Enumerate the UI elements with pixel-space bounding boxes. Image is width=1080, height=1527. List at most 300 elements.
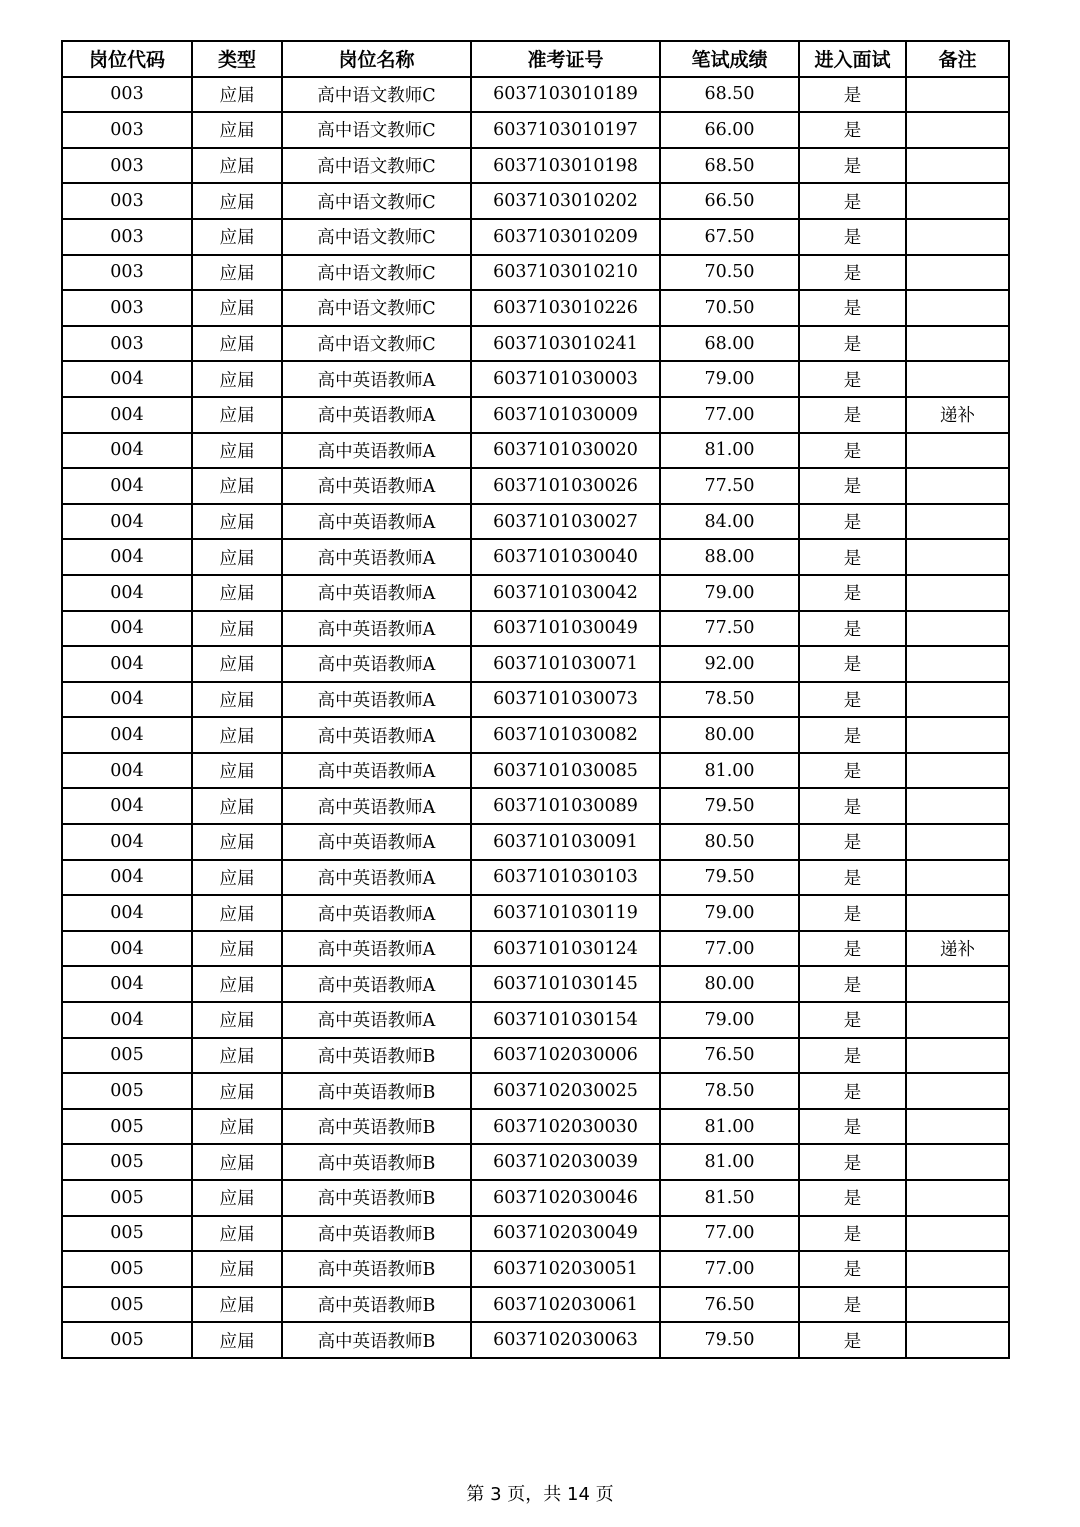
cell-position-code: 003 — [62, 255, 192, 291]
cell-ticket-number: 6037102030030 — [471, 1109, 660, 1145]
cell-interview: 是 — [799, 1002, 906, 1038]
cell-note — [906, 290, 1009, 326]
cell-ticket-number: 6037101030154 — [471, 1002, 660, 1038]
cell-note: 递补 — [906, 931, 1009, 967]
cell-note — [906, 646, 1009, 682]
table-row — [62, 860, 1009, 896]
cell-ticket-number: 6037103010209 — [471, 219, 660, 255]
cell-note — [906, 77, 1009, 113]
cell-position-name: 高中英语教师A — [282, 931, 471, 967]
cell-written-score: 79.00 — [660, 1002, 799, 1038]
table-row — [62, 1251, 1009, 1287]
cell-interview: 是 — [799, 361, 906, 397]
cell-interview: 是 — [799, 539, 906, 575]
cell-interview: 是 — [799, 504, 906, 540]
cell-ticket-number: 6037102030063 — [471, 1322, 660, 1358]
cell-position-name: 高中英语教师B — [282, 1073, 471, 1109]
cell-written-score: 81.00 — [660, 1144, 799, 1180]
cell-type: 应届 — [192, 682, 282, 718]
cell-ticket-number: 6037102030039 — [471, 1144, 660, 1180]
cell-type: 应届 — [192, 788, 282, 824]
cell-position-code: 003 — [62, 112, 192, 148]
cell-position-code: 005 — [62, 1251, 192, 1287]
results-table — [61, 40, 1010, 1359]
cell-position-name: 高中英语教师A — [282, 860, 471, 896]
cell-interview: 是 — [799, 788, 906, 824]
cell-position-code: 005 — [62, 1038, 192, 1074]
table-row — [62, 148, 1009, 184]
cell-type: 应届 — [192, 931, 282, 967]
table-row — [62, 183, 1009, 219]
cell-position-name: 高中英语教师A — [282, 717, 471, 753]
cell-ticket-number: 6037101030145 — [471, 966, 660, 1002]
cell-position-code: 004 — [62, 504, 192, 540]
cell-position-code: 005 — [62, 1144, 192, 1180]
cell-written-score: 77.50 — [660, 468, 799, 504]
cell-type: 应届 — [192, 539, 282, 575]
table-row — [62, 290, 1009, 326]
cell-ticket-number: 6037103010241 — [471, 326, 660, 362]
cell-type: 应届 — [192, 611, 282, 647]
cell-position-name: 高中语文教师C — [282, 112, 471, 148]
cell-position-code: 005 — [62, 1180, 192, 1216]
table-row — [62, 1073, 1009, 1109]
cell-position-code: 004 — [62, 717, 192, 753]
cell-type: 应届 — [192, 326, 282, 362]
cell-ticket-number: 6037101030020 — [471, 433, 660, 469]
cell-interview: 是 — [799, 468, 906, 504]
cell-note — [906, 112, 1009, 148]
cell-note — [906, 1251, 1009, 1287]
footer-middle: 页，共 — [507, 1484, 562, 1505]
cell-type: 应届 — [192, 255, 282, 291]
cell-type: 应届 — [192, 895, 282, 931]
cell-note — [906, 1322, 1009, 1358]
cell-interview: 是 — [799, 1144, 906, 1180]
cell-written-score: 68.50 — [660, 148, 799, 184]
cell-interview: 是 — [799, 219, 906, 255]
cell-note — [906, 788, 1009, 824]
table-row — [62, 824, 1009, 860]
cell-written-score: 80.00 — [660, 966, 799, 1002]
cell-ticket-number: 6037101030119 — [471, 895, 660, 931]
cell-position-name: 高中语文教师C — [282, 255, 471, 291]
cell-interview: 是 — [799, 824, 906, 860]
cell-note — [906, 1216, 1009, 1252]
cell-note — [906, 183, 1009, 219]
table-row — [62, 112, 1009, 148]
cell-interview: 是 — [799, 1109, 906, 1145]
cell-type: 应届 — [192, 1180, 282, 1216]
cell-position-code: 005 — [62, 1322, 192, 1358]
cell-note — [906, 717, 1009, 753]
cell-position-code: 004 — [62, 682, 192, 718]
cell-type: 应届 — [192, 1038, 282, 1074]
cell-position-name: 高中英语教师A — [282, 611, 471, 647]
cell-interview: 是 — [799, 931, 906, 967]
cell-interview: 是 — [799, 183, 906, 219]
cell-interview: 是 — [799, 646, 906, 682]
cell-note — [906, 504, 1009, 540]
cell-ticket-number: 6037101030089 — [471, 788, 660, 824]
cell-note — [906, 1109, 1009, 1145]
cell-written-score: 77.00 — [660, 1216, 799, 1252]
cell-ticket-number: 6037101030027 — [471, 504, 660, 540]
cell-ticket-number: 6037102030061 — [471, 1287, 660, 1323]
cell-written-score: 79.50 — [660, 788, 799, 824]
cell-written-score: 80.50 — [660, 824, 799, 860]
cell-note — [906, 753, 1009, 789]
cell-interview: 是 — [799, 326, 906, 362]
table-header — [62, 41, 1009, 77]
cell-ticket-number: 6037101030071 — [471, 646, 660, 682]
cell-type: 应届 — [192, 183, 282, 219]
cell-type: 应届 — [192, 646, 282, 682]
cell-written-score: 78.50 — [660, 1073, 799, 1109]
cell-position-name: 高中英语教师B — [282, 1216, 471, 1252]
cell-type: 应届 — [192, 824, 282, 860]
cell-position-name: 高中英语教师B — [282, 1109, 471, 1145]
table-row — [62, 895, 1009, 931]
cell-note — [906, 539, 1009, 575]
cell-interview: 是 — [799, 290, 906, 326]
cell-ticket-number: 6037103010189 — [471, 77, 660, 113]
table-row — [62, 1038, 1009, 1074]
cell-position-name: 高中英语教师A — [282, 539, 471, 575]
cell-note — [906, 1038, 1009, 1074]
cell-position-name: 高中英语教师A — [282, 504, 471, 540]
cell-type: 应届 — [192, 860, 282, 896]
cell-position-code: 003 — [62, 219, 192, 255]
cell-position-name: 高中英语教师A — [282, 1002, 471, 1038]
cell-type: 应届 — [192, 1287, 282, 1323]
cell-position-code: 004 — [62, 753, 192, 789]
cell-written-score: 76.50 — [660, 1287, 799, 1323]
cell-type: 应届 — [192, 1144, 282, 1180]
cell-interview: 是 — [799, 753, 906, 789]
cell-ticket-number: 6037101030073 — [471, 682, 660, 718]
cell-type: 应届 — [192, 717, 282, 753]
table-body — [62, 77, 1009, 1358]
table-row — [62, 611, 1009, 647]
table-row — [62, 575, 1009, 611]
cell-position-name: 高中英语教师A — [282, 895, 471, 931]
cell-written-score: 76.50 — [660, 1038, 799, 1074]
cell-position-name: 高中英语教师A — [282, 966, 471, 1002]
table-row — [62, 1002, 1009, 1038]
cell-position-code: 004 — [62, 824, 192, 860]
cell-type: 应届 — [192, 468, 282, 504]
cell-note — [906, 326, 1009, 362]
cell-type: 应届 — [192, 1073, 282, 1109]
cell-position-name: 高中英语教师B — [282, 1144, 471, 1180]
cell-interview: 是 — [799, 1180, 906, 1216]
cell-position-code: 004 — [62, 860, 192, 896]
cell-note — [906, 1287, 1009, 1323]
cell-type: 应届 — [192, 397, 282, 433]
cell-ticket-number: 6037101030091 — [471, 824, 660, 860]
cell-position-name: 高中英语教师A — [282, 682, 471, 718]
table-row — [62, 1322, 1009, 1358]
cell-interview: 是 — [799, 255, 906, 291]
cell-written-score: 66.00 — [660, 112, 799, 148]
cell-written-score: 70.50 — [660, 255, 799, 291]
cell-position-code: 003 — [62, 183, 192, 219]
cell-note — [906, 1073, 1009, 1109]
table-row — [62, 646, 1009, 682]
cell-position-code: 005 — [62, 1287, 192, 1323]
cell-interview: 是 — [799, 717, 906, 753]
cell-type: 应届 — [192, 433, 282, 469]
cell-position-code: 004 — [62, 575, 192, 611]
cell-ticket-number: 6037103010210 — [471, 255, 660, 291]
cell-written-score: 84.00 — [660, 504, 799, 540]
table-row — [62, 1287, 1009, 1323]
cell-interview: 是 — [799, 860, 906, 896]
cell-written-score: 67.50 — [660, 219, 799, 255]
cell-ticket-number: 6037101030124 — [471, 931, 660, 967]
cell-position-code: 004 — [62, 397, 192, 433]
cell-type: 应届 — [192, 753, 282, 789]
table-row — [62, 682, 1009, 718]
header-written-score: 笔试成绩 — [660, 41, 799, 77]
cell-position-name: 高中语文教师C — [282, 148, 471, 184]
cell-type: 应届 — [192, 1109, 282, 1145]
cell-ticket-number: 6037101030042 — [471, 575, 660, 611]
cell-position-name: 高中英语教师A — [282, 433, 471, 469]
table-row — [62, 77, 1009, 113]
cell-type: 应届 — [192, 290, 282, 326]
cell-position-code: 004 — [62, 646, 192, 682]
cell-position-name: 高中英语教师A — [282, 397, 471, 433]
cell-type: 应届 — [192, 112, 282, 148]
cell-type: 应届 — [192, 575, 282, 611]
cell-note — [906, 575, 1009, 611]
cell-written-score: 79.00 — [660, 575, 799, 611]
table-row — [62, 539, 1009, 575]
cell-position-name: 高中英语教师A — [282, 646, 471, 682]
cell-type: 应届 — [192, 77, 282, 113]
cell-note — [906, 824, 1009, 860]
cell-position-code: 004 — [62, 539, 192, 575]
cell-type: 应届 — [192, 966, 282, 1002]
cell-written-score: 68.00 — [660, 326, 799, 362]
cell-position-name: 高中语文教师C — [282, 290, 471, 326]
cell-position-code: 004 — [62, 468, 192, 504]
cell-ticket-number: 6037101030103 — [471, 860, 660, 896]
current-page-number: 3 — [490, 1484, 502, 1505]
table-row — [62, 717, 1009, 753]
cell-interview: 是 — [799, 112, 906, 148]
cell-note — [906, 1144, 1009, 1180]
cell-position-code: 003 — [62, 77, 192, 113]
cell-position-code: 003 — [62, 148, 192, 184]
header-ticket-number: 准考证号 — [471, 41, 660, 77]
cell-type: 应届 — [192, 1216, 282, 1252]
cell-interview: 是 — [799, 397, 906, 433]
cell-written-score: 79.50 — [660, 860, 799, 896]
cell-position-code: 004 — [62, 931, 192, 967]
cell-ticket-number: 6037101030009 — [471, 397, 660, 433]
cell-ticket-number: 6037101030040 — [471, 539, 660, 575]
cell-written-score: 81.00 — [660, 1109, 799, 1145]
cell-ticket-number: 6037102030046 — [471, 1180, 660, 1216]
cell-written-score: 77.00 — [660, 397, 799, 433]
table-row — [62, 361, 1009, 397]
cell-position-code: 005 — [62, 1216, 192, 1252]
cell-written-score: 79.00 — [660, 895, 799, 931]
cell-written-score: 78.50 — [660, 682, 799, 718]
footer-suffix: 页 — [595, 1484, 614, 1505]
cell-note — [906, 255, 1009, 291]
table-row — [62, 468, 1009, 504]
cell-written-score: 77.00 — [660, 931, 799, 967]
cell-position-code: 005 — [62, 1073, 192, 1109]
cell-ticket-number: 6037101030049 — [471, 611, 660, 647]
page-footer — [0, 1480, 1080, 1506]
cell-interview: 是 — [799, 1251, 906, 1287]
cell-position-name: 高中英语教师A — [282, 824, 471, 860]
cell-position-code: 004 — [62, 433, 192, 469]
cell-written-score: 79.00 — [660, 361, 799, 397]
cell-position-name: 高中英语教师B — [282, 1251, 471, 1287]
cell-ticket-number: 6037102030006 — [471, 1038, 660, 1074]
cell-note — [906, 148, 1009, 184]
cell-interview: 是 — [799, 148, 906, 184]
cell-written-score: 79.50 — [660, 1322, 799, 1358]
cell-position-name: 高中英语教师B — [282, 1322, 471, 1358]
table-row — [62, 397, 1009, 433]
table-row — [62, 504, 1009, 540]
cell-written-score: 81.00 — [660, 753, 799, 789]
cell-note — [906, 682, 1009, 718]
cell-position-name: 高中英语教师A — [282, 753, 471, 789]
cell-type: 应届 — [192, 1002, 282, 1038]
cell-written-score: 80.00 — [660, 717, 799, 753]
cell-position-name: 高中语文教师C — [282, 183, 471, 219]
cell-interview: 是 — [799, 1287, 906, 1323]
cell-note — [906, 468, 1009, 504]
cell-note — [906, 361, 1009, 397]
header-position-name: 岗位名称 — [282, 41, 471, 77]
header-position-code: 岗位代码 — [62, 41, 192, 77]
cell-position-name: 高中语文教师C — [282, 219, 471, 255]
table-row — [62, 326, 1009, 362]
table-row — [62, 255, 1009, 291]
cell-written-score: 70.50 — [660, 290, 799, 326]
table-row — [62, 1180, 1009, 1216]
cell-position-name: 高中英语教师B — [282, 1180, 471, 1216]
cell-position-code: 005 — [62, 1109, 192, 1145]
table-row — [62, 788, 1009, 824]
cell-position-name: 高中英语教师B — [282, 1038, 471, 1074]
cell-ticket-number: 6037103010202 — [471, 183, 660, 219]
cell-note: 递补 — [906, 397, 1009, 433]
cell-ticket-number: 6037103010197 — [471, 112, 660, 148]
cell-written-score: 81.50 — [660, 1180, 799, 1216]
cell-type: 应届 — [192, 148, 282, 184]
cell-interview: 是 — [799, 1073, 906, 1109]
header-note: 备注 — [906, 41, 1009, 77]
cell-interview: 是 — [799, 966, 906, 1002]
table-row — [62, 1216, 1009, 1252]
cell-written-score: 66.50 — [660, 183, 799, 219]
cell-ticket-number: 6037103010226 — [471, 290, 660, 326]
header-row — [62, 41, 1009, 77]
table-row — [62, 966, 1009, 1002]
cell-position-code: 004 — [62, 895, 192, 931]
cell-interview: 是 — [799, 1322, 906, 1358]
cell-position-name: 高中英语教师A — [282, 468, 471, 504]
cell-position-name: 高中英语教师A — [282, 575, 471, 611]
cell-written-score: 77.00 — [660, 1251, 799, 1287]
cell-interview: 是 — [799, 433, 906, 469]
cell-ticket-number: 6037102030025 — [471, 1073, 660, 1109]
cell-interview: 是 — [799, 611, 906, 647]
cell-written-score: 68.50 — [660, 77, 799, 113]
cell-interview: 是 — [799, 1216, 906, 1252]
cell-note — [906, 219, 1009, 255]
cell-interview: 是 — [799, 682, 906, 718]
cell-position-code: 004 — [62, 788, 192, 824]
cell-written-score: 77.50 — [660, 611, 799, 647]
cell-position-name: 高中英语教师A — [282, 361, 471, 397]
cell-position-code: 004 — [62, 1002, 192, 1038]
cell-note — [906, 611, 1009, 647]
cell-type: 应届 — [192, 1251, 282, 1287]
cell-interview: 是 — [799, 575, 906, 611]
cell-ticket-number: 6037102030049 — [471, 1216, 660, 1252]
cell-note — [906, 966, 1009, 1002]
cell-ticket-number: 6037102030051 — [471, 1251, 660, 1287]
table-row — [62, 1109, 1009, 1145]
cell-ticket-number: 6037103010198 — [471, 148, 660, 184]
cell-note — [906, 895, 1009, 931]
cell-written-score: 92.00 — [660, 646, 799, 682]
total-pages-number: 14 — [567, 1484, 590, 1505]
cell-ticket-number: 6037101030082 — [471, 717, 660, 753]
cell-position-name: 高中语文教师C — [282, 326, 471, 362]
cell-note — [906, 1002, 1009, 1038]
cell-written-score: 81.00 — [660, 433, 799, 469]
header-type: 类型 — [192, 41, 282, 77]
table-row — [62, 219, 1009, 255]
cell-type: 应届 — [192, 504, 282, 540]
table-row — [62, 931, 1009, 967]
cell-position-code: 004 — [62, 361, 192, 397]
table-row — [62, 1144, 1009, 1180]
cell-position-name: 高中语文教师C — [282, 77, 471, 113]
cell-ticket-number: 6037101030085 — [471, 753, 660, 789]
cell-type: 应届 — [192, 361, 282, 397]
cell-position-code: 003 — [62, 326, 192, 362]
table-row — [62, 433, 1009, 469]
cell-interview: 是 — [799, 77, 906, 113]
cell-position-code: 004 — [62, 611, 192, 647]
cell-type: 应届 — [192, 219, 282, 255]
table-row — [62, 753, 1009, 789]
cell-position-name: 高中英语教师B — [282, 1287, 471, 1323]
cell-interview: 是 — [799, 895, 906, 931]
cell-note — [906, 860, 1009, 896]
cell-ticket-number: 6037101030003 — [471, 361, 660, 397]
cell-written-score: 88.00 — [660, 539, 799, 575]
cell-type: 应届 — [192, 1322, 282, 1358]
cell-ticket-number: 6037101030026 — [471, 468, 660, 504]
cell-position-code: 003 — [62, 290, 192, 326]
cell-interview: 是 — [799, 1038, 906, 1074]
header-interview: 进入面试 — [799, 41, 906, 77]
